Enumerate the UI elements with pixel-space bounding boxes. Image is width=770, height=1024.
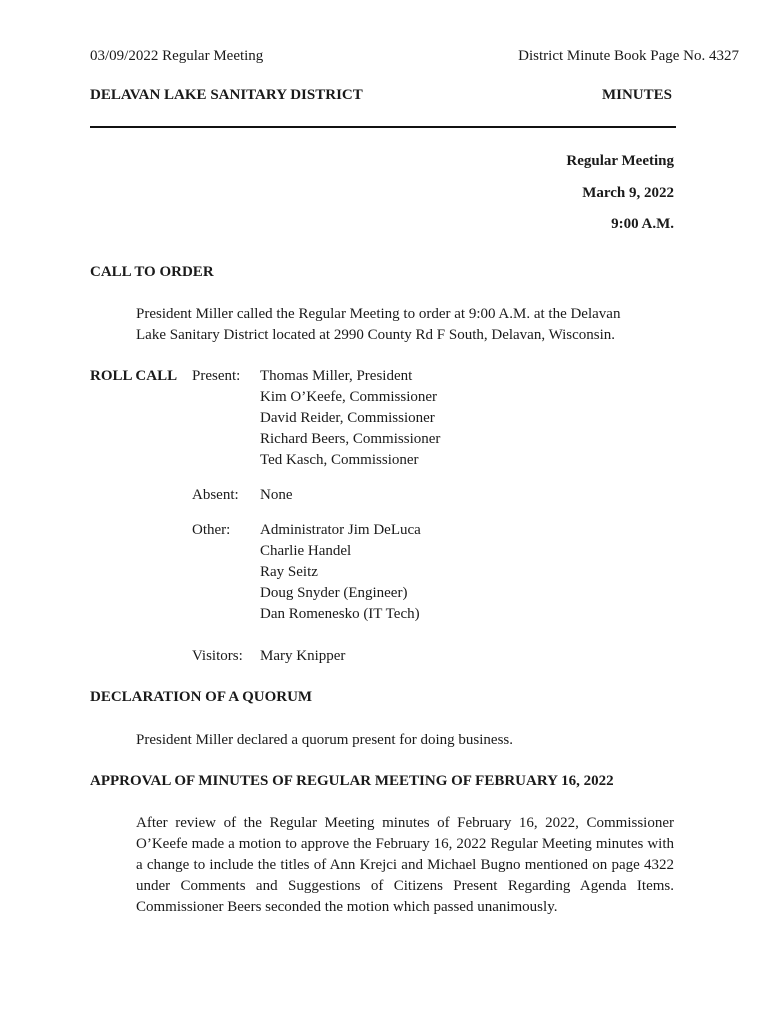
present-list [260,366,440,471]
quorum-text: President Miller declared a quorum present for doing business. [136,732,513,748]
meeting-reference: 03/09/2022 Regular Meeting [90,48,264,64]
other-label: Other: [192,522,231,538]
approval-text: After review of the Regular Meeting minutes of February 16, 2022, Commissioner O’Keefe made a motion to approve the February 16, 2022 Regular Meeting minutes with a change to include the titles of Ann Krejci and Michael Bugno mentioned on page 4322 under Comments and Suggestions of Citizens Present Regarding Agenda Items. Commissioner Beers seconded the motion which passed unanimously. [136,815,674,915]
visitors-value: Mary Knipper [260,648,346,664]
meeting-type: Regular Meeting [566,153,674,169]
other-attendee: Doug Snyder (Engineer) [260,585,408,601]
organization-name: DELAVAN LAKE SANITARY DISTRICT [90,87,363,103]
header-divider [90,126,676,128]
meeting-date: March 9, 2022 [582,185,674,201]
other-attendee: Dan Romenesko (IT Tech) [260,606,420,622]
minute-book-page-number: District Minute Book Page No. 4327 [518,48,739,64]
attendee: Kim O’Keefe, Commissioner [260,389,438,405]
call-to-order-text-line2: Lake Sanitary District located at 2990 County Rd F South, Delavan, Wisconsin. [136,327,616,343]
attendee: David Reider, Commissioner [260,410,435,426]
call-to-order-heading: CALL TO ORDER [90,264,214,280]
attendee: Ted Kasch, Commissioner [260,452,419,468]
other-attendee: Ray Seitz [260,564,318,580]
absent-label: Absent: [192,487,239,503]
attendee: Thomas Miller, President [260,368,413,384]
other-attendee: Charlie Handel [260,543,352,559]
quorum-heading: DECLARATION OF A QUORUM [90,689,313,705]
call-to-order-text-line1: President Miller called the Regular Meeting to order at 9:00 A.M. at the Delavan [136,306,621,322]
visitors-label: Visitors: [192,648,243,664]
roll-call-heading: ROLL CALL [90,368,178,384]
other-attendee: Administrator Jim DeLuca [260,522,421,538]
meeting-time: 9:00 A.M. [611,216,674,232]
document-type: MINUTES [601,87,672,103]
present-label: Present: [192,368,241,384]
approval-heading: APPROVAL OF MINUTES OF REGULAR MEETING OF FEBRUARY 16, 2022 [90,773,614,789]
other-list [260,520,421,625]
attendee: Richard Beers, Commissioner [260,431,441,447]
absent-value: None [260,487,293,503]
